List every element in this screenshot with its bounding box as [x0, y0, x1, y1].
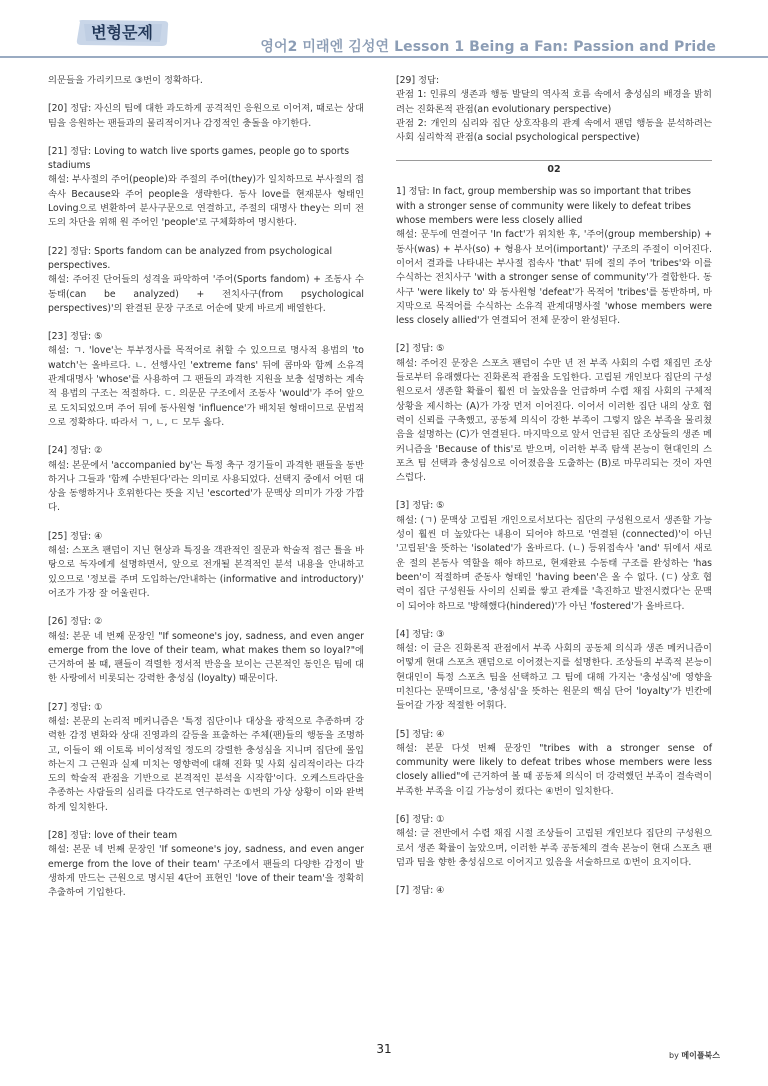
- explanation-text: 해설: 이 글은 진화론적 관점에서 부족 사회의 공동체 의식과 생존 메커니즘이 어떻게 현대 스포츠 팬덤으로 이어졌는지를 설명한다. 조상들의 부족적 본능이 현대인이 특정 스포츠 팀을 선택하고 그 팀에 대해 가지는 '충성심'에 영향을 미친다는 문맥이므로, '충성심'을 뜻하는 원문의 핵심 단어 'loyalty'가 빈칸에 들어갈 가장 적절한 어휘다.: [396, 643, 712, 712]
- answer-text: [5] 정답: ④: [396, 728, 445, 740]
- answer-text: [7] 정답: ④: [396, 885, 445, 897]
- answer-item: [396, 813, 712, 870]
- explanation-text: 해설: (ㄱ) 문맥상 고립된 개인으로서보다는 집단의 구성원으로서 생존할 가능성이 훨씬 더 높았다는 내용이 되어야 하므로 '연결된 (connected)'이 아닌 '고립된'을 뜻하는 'isolated'가 올바르다. (ㄴ) 등위접속사 'and' 뒤에서 새로운 절의 본동사 역할을 해야 하므로, 현재완료 수동태 구조를 완성하는 'has been'이 적절하며 준동사 형태인 'having been'은 올 수 없다. (ㄷ) 상호 협력이 집단 구성원들 사이의 신뢰를 쌓고 관계를 '촉진하고 발전시켰다'는 문맥이 되어야 하므로 '방해했다(hindered)'가 아닌 'fostered'가 올바르다.: [396, 514, 712, 612]
- badge-label: 변형문제: [91, 23, 153, 42]
- answer-item: [396, 499, 712, 613]
- answer-item: [48, 829, 364, 900]
- answer-item: [48, 330, 364, 430]
- right-column: [396, 74, 712, 913]
- lesson-title: 영어2 미래엔 김성연 Lesson 1 Being a Fan: Passion and Pride: [260, 39, 716, 55]
- explanation-text: 해설: 스포츠 팬덤이 지닌 현상과 특징을 객관적인 질문과 학술적 접근 틀을 바탕으로 독자에게 설명하면서, 앞으로 전개될 본격적인 분석 내용을 안내하고 있으므로 '정보를 주며 도입하는/안내하는 (informative and introductory)' 어조가 가장 잘 어울린다.: [48, 545, 364, 599]
- explanation-text: 해설: 본문의 논리적 메커니즘은 '특정 집단이나 대상을 광적으로 추종하며 강력한 감정 변화와 상대 진영과의 갈등을 표출하는 주체(팬)들의 행동을 조명하고, 이들이 왜 이토록 비이성적일 정도의 강렬한 충성심을 지니며 집단에 몰입하는지 그 근원과 실제 미치는 영향력에 대해 진화 및 사회 심리적이라는 다각도의 학술적 관점을 기반으로 본격적인 분석을 시작함'이다. 오케스트라단을 추종하는 사람들의 심리를 다각도로 연구하려는 ①번의 가상 상황이 이와 완벽하게 일치한다.: [48, 715, 364, 813]
- explanation-text: 관점 1: 인류의 생존과 행동 발달의 역사적 흐름 속에서 충성심의 배경을 밝히려는 진화론적 관점(an evolutionary perspective) 관점 2: 개인의 심리와 집단 상호작용의 관계 속에서 팬덤 행동을 분석하려는 사회 심리학적 관점(a social psychological perspective): [396, 89, 712, 144]
- explanation-text: 해설: 문두에 연결어구 'In fact'가 위치한 후, '주어(group membership) + 동사(was) + 부사(so) + 형용사 보어(important)' 구조의 주절이 이어진다. 이어서 결과를 나타내는 부사절 접속사 'that' 뒤에 절의 주어 'tribes'와 이를 수식하는 전치사구 'with a stronger sense of community'가 결합한다. 동사구 'were likely to' 와 동사원형 'defeat'가 목적어 'tribes'를 동반하며, 마지막으로 목적어를 수식하는 소유격 관계대명사절 'whose members were less closely allied'가 연결되어 전체 문장이 완성된다.: [396, 229, 712, 327]
- answer-text: [6] 정답: ①: [396, 814, 445, 826]
- answer-item: [48, 530, 364, 601]
- answer-item: [48, 444, 364, 515]
- answer-text: [3] 정답: ⑤: [396, 500, 445, 512]
- explanation-text: 해설: 본문 네 번째 문장인 "If someone's joy, sadness, and even anger emerge from the love of their team, what makes them so loyal?"에 근거하여 볼 때, 팬들이 격렬한 정서적 반응을 보이는 근본적인 동인은 팀에 대한 사랑에서 비롯되는 강력한 충성심 (loyalty) 때문이다.: [48, 630, 364, 685]
- answer-text: [2] 정답: ⑤: [396, 343, 445, 355]
- section-badge: [72, 18, 172, 48]
- answer-text: [23] 정답: ⑤: [48, 331, 103, 343]
- header-divider: [0, 56, 768, 58]
- answer-item: [396, 728, 712, 799]
- answer-text: [24] 정답: ②: [48, 445, 103, 457]
- explanation-text: 해설: 부사절의 주어(people)와 주절의 주어(they)가 일치하므로 부사절의 접속사 Because와 주어 people을 생략한다. 동사 love를 현재분사 형태인 Loving으로 변환하여 분사구문으로 연결하고, 주절의 대명사 they는 의미 전도의 차단을 위해 원 주어인 'people'로 구체화하여 명시한다.: [48, 174, 364, 229]
- explanation-text: 해설: 본문 네 번째 문장인 'If someone's joy, sadness, and even anger emerge from the love of their team' 구조에서 팬들의 다양한 감정이 발생하게 만드는 근원으로 명시된 4단어 표현인 'love of their team'을 정확히 추출하여 기입한다.: [48, 844, 364, 899]
- answer-item: [48, 701, 364, 815]
- divider-rule: [396, 160, 712, 161]
- answer-text: [29] 정답:: [396, 75, 440, 86]
- answer-item: [396, 185, 712, 328]
- explanation-text: 의문들을 가리키므로 ③번이 정확하다.: [48, 75, 203, 86]
- explanation-text: 해설: 주어진 단어들의 성격을 파악하여 '주어(Sports fandom) + 조동사 수동태(can be analyzed) + 전치사구(from psychological perspectives)'의 완결된 문장 구조로 어순에 맞게 바르게 배열한다.: [48, 274, 364, 314]
- explanation-text: 해설: 주어진 문장은 스포츠 팬덤이 수만 년 전 부족 사회의 수렵 채집민 조상들로부터 유래했다는 진화론적 관점을 도입한다. 고립된 개인보다 집단의 구성원으로서 생존할 확률이 훨씬 더 높았음을 언급하며 수렵 채집 사회의 구체적 상황을 제시하는 (A)가 가장 먼저 이어진다. 이어서 이러한 집단 내의 상호 협력이 신뢰를 구축했고, 공동체 의식이 강한 부족이 그렇지 않은 부족을 물리쳤음을 설명하는 (C)가 연결된다. 마지막으로 앞서 언급된 집단 조상들의 생존 메커니즘을 'Because of this'로 받으며, 이러한 부족 탐색 본능이 현대인의 스포츠 팀 선택과 충성심으로 이어졌음을 도출하는 (B)로 마무리되는 것이 자연스럽다.: [396, 357, 712, 484]
- answer-text: [22] 정답: Sports fandom can be analyzed from psychological perspectives.: [48, 245, 333, 271]
- publisher-credit: [669, 1050, 720, 1061]
- explanation-text: 해설: 본문에서 'accompanied by'는 특정 축구 경기들이 과격한 팬들을 동반하거나 그들과 '함께 수반된다'라는 의미로 사용되었다. 선택지 중에서 어떤 대상을 동행하거나 호위한다는 뜻을 지닌 'escorted'가 문맥상 의미가 가장 가깝다.: [48, 459, 364, 514]
- answer-text: [20] 정답: 자신의 팀에 대한 과도하게 공격적인 응원으로 이어져, 때로는 상대 팀을 응원하는 팬들과의 물리적이거나 감정적인 충돌을 야기한다.: [48, 103, 364, 129]
- publisher-prefix: by: [669, 1051, 679, 1060]
- left-column: [48, 74, 364, 915]
- answer-item: [396, 884, 712, 898]
- section-divider: [396, 159, 712, 175]
- answer-item: [48, 615, 364, 686]
- page-header: [0, 0, 768, 62]
- answer-item: [396, 74, 712, 145]
- answer-item: [48, 145, 364, 231]
- answer-text: [28] 정답: love of their team: [48, 830, 178, 842]
- explanation-text: 해설: ㄱ. 'love'는 투부정사를 목적어로 취할 수 있으므로 명사적 용법의 'to watch'는 올바르다. ㄴ. 선행사인 'extreme fans' 뒤에 콤마와 함께 소유격 관계대명사 'whose'를 사용하여 그 팬들의 과격한 지원을 보충 설명하는 계속적 용법의 구조는 적절하다. ㄷ. 의문문 구조에서 조동사 'would'가 주어 앞으로 도치되었으며 주어 뒤에 동사원형 'influence'가 배치된 형태이므로 문법적으로 정확하다. 따라서 ㄱ, ㄴ, ㄷ 모두 옳다.: [48, 345, 364, 428]
- answer-text: [21] 정답: Loving to watch live sports games, people go to sports stadiums: [48, 145, 350, 172]
- answer-text: [27] 정답: ①: [48, 701, 103, 713]
- section-number: 02: [547, 164, 561, 176]
- answer-item: [48, 102, 364, 131]
- answer-text: [26] 정답: ②: [48, 616, 103, 628]
- answer-item: [396, 628, 712, 714]
- answer-item: [48, 74, 364, 88]
- answer-item: [396, 342, 712, 485]
- answer-text: 1] 정답: In fact, group membership was so important that tribes with a stronger sense of community were likely to defeat tribes whose members were less closely allied: [396, 186, 692, 227]
- publisher-name: 메이플북스: [681, 1051, 720, 1060]
- explanation-text: 해설: 본문 다섯 번째 문장인 "tribes with a stronger sense of community were likely to defeat tribes whose members were less closely allied"에 근거하여 볼 때 공동체 의식이 더 강력했던 부족이 결속력이 부족한 부족을 이길 가능성이 컸다는 ④번이 일치한다.: [396, 742, 712, 797]
- answer-item: [48, 245, 364, 316]
- page-number: 31: [376, 1042, 392, 1056]
- answer-text: [25] 정답: ④: [48, 530, 103, 542]
- explanation-text: 해설: 글 전반에서 수렵 채집 시절 조상들이 고립된 개인보다 집단의 구성원으로서 생존 확률이 높았으며, 이러한 부족 공동체의 결속 본능이 현대 스포츠 팬덤과 팀을 향한 충성심으로 이어지고 있음을 서술하므로 ①번이 요지이다.: [396, 828, 712, 868]
- answer-text: [4] 정답: ③: [396, 628, 445, 640]
